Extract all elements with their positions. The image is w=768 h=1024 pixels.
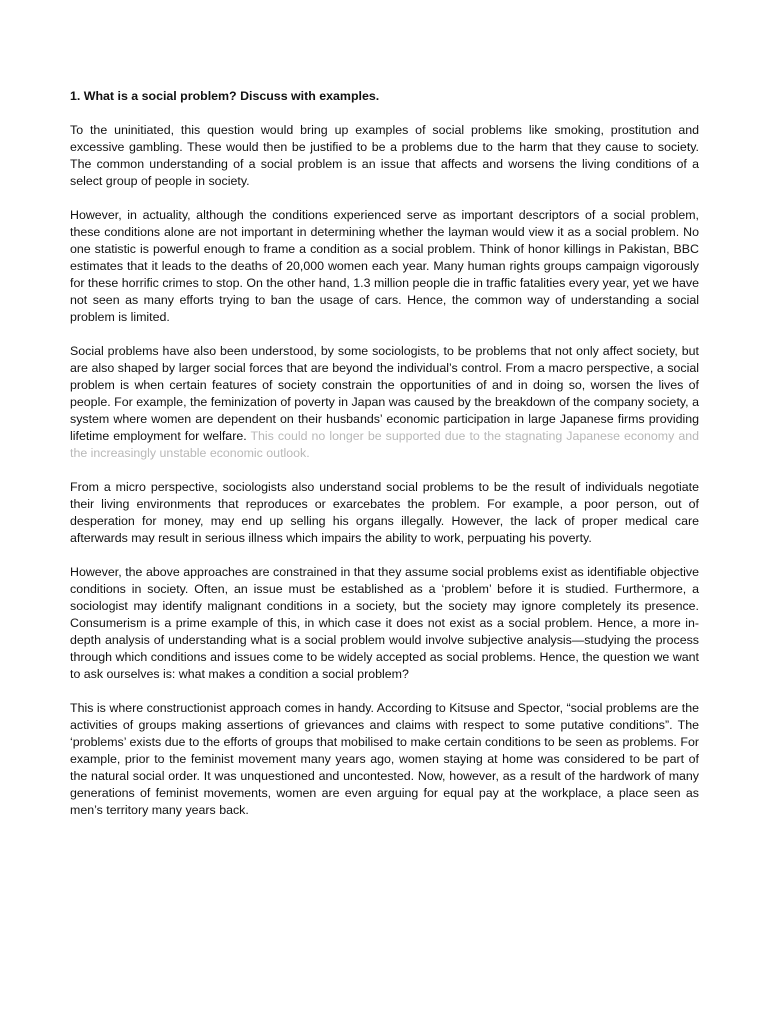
paragraph-2: However, in actuality, although the conditions experienced serve as important descriptors of a social problem, these conditions alone are not important in determining whether the layman would view it as a social problem. No one statistic is powerful enough to frame a condition as a social problem. Think of honor killings in Pakistan, BBC estimates that it leads to the deaths of 20,000 women each year. Many human rights groups campaign vigorously for these horrific crimes to stop. On the other hand, 1.3 million people die in traffic fatalities every year, yet we have not seen as many efforts trying to ban the usage of cars. Hence, the common way of understanding a social problem is limited. xyxy=(70,208,699,324)
paragraph-3 xyxy=(70,343,699,462)
paragraph-4: From a micro perspective, sociologists also understand social problems to be the result of individuals negotiate their living environments that reproduces or exarcebates the problem. For example, a poor person, out of desperation for money, may end up selling his organs illegally. However, the lack of proper medical care afterwards may result in serious illness which impairs the ability to work, perpuating his poverty. xyxy=(70,480,699,545)
paragraph-6: This is where constructionist approach comes in handy. According to Kitsuse and Spector, “social problems are the activities of groups making assertions of grievances and claims with respect to some putative conditions”. The ‘problems’ exists due to the efforts of groups that mobilised to make certain conditions to be seen as problems. For example, prior to the feminist movement many years ago, women staying at home was considered to be part of the natural social order. It was unquestioned and uncontested. Now, however, as a result of the hardwork of many generations of feminist movements, women are even arguing for equal pay at the workplace, a place seen as men’s territory many years back. xyxy=(70,701,699,817)
paragraph-3-faded: This could no longer be supported due to the stagnating Japanese economy and the increasingly unstable economic outlook. xyxy=(70,429,699,460)
question-heading: 1. What is a social problem? Discuss with examples. xyxy=(70,89,380,103)
paragraph-1: To the uninitiated, this question would bring up examples of social problems like smoking, prostitution and excessive gambling. These would then be justified to be a problems due to the harm that they cause to society. The common understanding of a social problem is an issue that affects and worsens the living conditions of a select group of people in society. xyxy=(70,123,699,188)
paragraph-3-main: Social problems have also been understood, by some sociologists, to be problems that not only affect society, but are also shaped by larger social forces that are beyond the individual’s control. From a macro perspective, a social problem is when certain features of society constrain the opportunities of and in doing so, worsen the lives of people. For example, the feminization of poverty in Japan was caused by the breakdown of the company society, a system where women are dependent on their husbands’ economic participation in large Japanese firms providing lifetime employment for welfare. xyxy=(70,344,699,443)
document-body xyxy=(70,88,699,836)
paragraph-5: However, the above approaches are constrained in that they assume social problems exist as identifiable objective conditions in society. Often, an issue must be established as a ‘problem’ before it is studied. Furthermore, a sociologist may identify malignant conditions in a society, but the society may ignore completely its presence. Consumerism is a prime example of this, in which case it does not exist as a social problem. Hence, a more in-depth analysis of understanding what is a social problem would involve subjective analysis—studying the process through which conditions and issues come to be widely accepted as social problems. Hence, the question we want to ask ourselves is: what makes a condition a social problem? xyxy=(70,565,699,681)
